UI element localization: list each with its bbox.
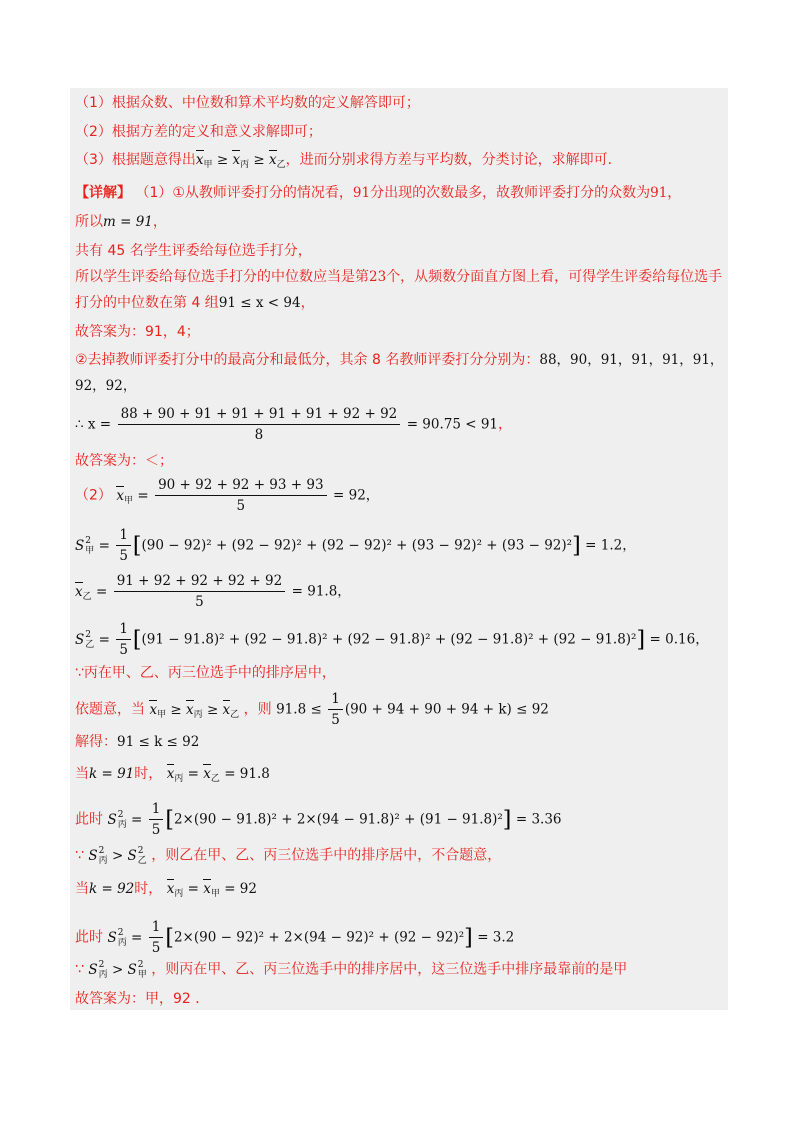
bing-variance-2: 此时 S 2 丙 = $\frac{1}{5}$ [2×(90 − 92)² + 2×(94 − 92)² + (92 − 92)²] = 3.2 bbox=[75, 919, 515, 956]
hint-3-inequality: $x_甲 \ge x_丙 \ge x_乙$ bbox=[195, 152, 286, 170]
because-2: ∵ S 2 丙 > S 2 甲 ，则丙在甲、乙、丙三位选手中的排序居中，这三位选手中排序最靠前的是甲 bbox=[75, 960, 628, 980]
detail-line-2: 所以m = 91， bbox=[75, 214, 167, 230]
detail-line-7: 92，92， bbox=[75, 378, 137, 394]
detail-line-5: 打分的中位数在第 4 组91 ≤ x < 94， bbox=[75, 295, 315, 311]
solve-k: 解得：91 ≤ k ≤ 92 bbox=[75, 734, 200, 750]
answer-1: 故答案为：91，4； bbox=[75, 324, 200, 340]
detail-label: 【详解】 bbox=[75, 185, 131, 201]
group-range: 91 ≤ x < 94 bbox=[218, 295, 301, 311]
yi-mean: $x_乙$ = $\frac{91 + 92 + 92 + 92 + 92}{5}$ = 91.8， bbox=[75, 573, 351, 610]
yi-variance: S 2 乙 = $\frac{1}{5}$ [(91 − 91.8)² + (92 − 91.8)² + (92 − 91.8)² + (92 − 91.8)² + (92 − 91.8)²] = 0.16， bbox=[75, 621, 709, 658]
bing-middle: ∵丙在甲、乙、丙三位选手中的排序居中， bbox=[75, 665, 336, 681]
hint-line-1: （1）根据众数、中位数和算术平均数的定义解答即可； bbox=[75, 95, 420, 111]
detail-line-3: 共有 45 名学生评委给每位选手打分， bbox=[75, 243, 312, 259]
hint-3-text-a: （3）根据题意得出 bbox=[75, 152, 196, 168]
hint-3-text-b: ，进而分别求得方差与平均数，分类讨论，求解即可． bbox=[285, 152, 622, 168]
bing-variance-1: 此时 S 2 丙 = $\frac{1}{5}$ [2×(90 − 91.8)² + 2×(94 − 91.8)² + (91 − 91.8)²] = 3.36 bbox=[75, 801, 562, 838]
detail-line-6: ②去掉教师评委打分中的最高分和最低分，其余 8 名教师评委打分分别为：88，90，91，91，91，91， bbox=[75, 352, 724, 368]
mean-fraction: $\frac{88 + 90 + 91 + 91 + 91 + 91 + 92 + 92}{8}$ bbox=[118, 405, 401, 444]
k-92-line: 当k = 92时， $x_丙 = x_甲 = 92$ bbox=[75, 881, 257, 899]
hint-line-2: （2）根据方差的定义和意义求解即可； bbox=[75, 124, 322, 140]
mean-equation: ∴ x = $\frac{88 + 90 + 91 + 91 + 91 + 91 + 92 + 92}{8}$ = 90.75 < 91， bbox=[75, 406, 513, 443]
final-answer: 故答案为：甲，92 ． bbox=[75, 991, 210, 1007]
k-91-line: 当k = 91时， $x_丙 = x_乙 = 91.8$ bbox=[75, 766, 270, 784]
m-equals: m = 91 bbox=[103, 214, 153, 230]
because-1: ∵ S 2 丙 > S 2 乙 ，则乙在甲、乙、丙三位选手中的排序居中，不合题意， bbox=[75, 846, 502, 866]
jia-mean: （2） $x_甲$ = $\frac{90 + 92 + 92 + 93 + 93}{5}$ = 92， bbox=[75, 477, 380, 514]
detail-line-1: 【详解】 （1）①从教师评委打分的情况看，91分出现的次数最多，故教师评委打分的众数为91， bbox=[75, 185, 682, 201]
condition-line: 依题意，当 $x_甲 \ge x_丙 \ge x_乙$ ，则 91.8 ≤ $\frac{1}{5}$ (90 + 94 + 90 + 94 + k) ≤ 92 bbox=[75, 691, 549, 728]
answer-2: 故答案为：＜； bbox=[75, 453, 173, 469]
jia-variance: S 2 甲 = $\frac{1}{5}$ [(90 − 92)² + (92 − 92)² + (92 − 92)² + (93 − 92)² + (93 − 92)²] = 1.2， bbox=[75, 527, 636, 564]
detail-line-4: 所以学生评委给每位选手打分的中位数应当是第23个，从频数分面直方图上看，可得学生评委给每位选手 bbox=[75, 269, 723, 285]
hint-line-3 bbox=[75, 150, 622, 174]
